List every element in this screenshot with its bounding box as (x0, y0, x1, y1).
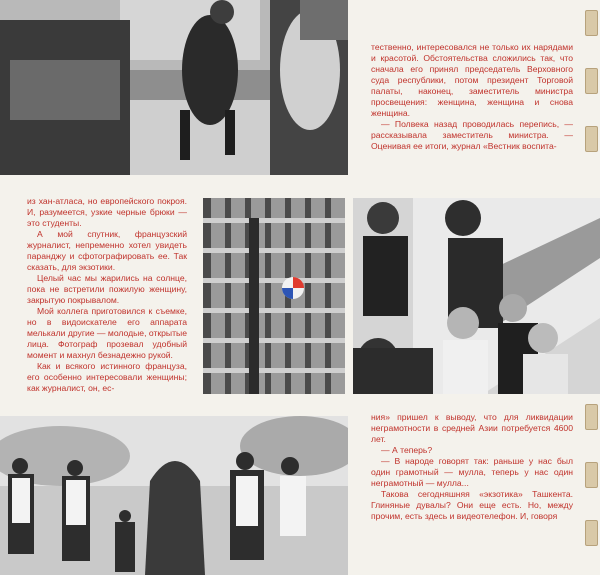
binding-tabs (582, 0, 600, 575)
schoolboys-photo (353, 198, 600, 394)
binding-tab (585, 10, 598, 36)
binding-tab (585, 404, 598, 430)
paragraph: Мой коллега приготовился к съемке, но в видоискателе его аппарата мелькали другие — молодые, открытые лица. Фотограф прозевал удобный момент и махнул безнадежно рукой. (27, 306, 187, 360)
paragraph: — А теперь? (381, 445, 433, 455)
paragraph: Такова сегодняшняя «экзотика» Ташкента. Глиняные дувалы? Они еще есть. Но, между прочим, есть здесь и видеотелефон. И, говоря (371, 489, 573, 521)
paragraph: А мой спутник, французский журналист, непременно хотел увидеть паранджу и сфотографировать ее. Так сказать, для экзотики. (27, 229, 187, 272)
women-walking-photo (0, 416, 348, 575)
binding-tab (585, 68, 598, 94)
paragraph: Как и всякого истинного француза, его особенно интересовали женщины; как журналист, он, ес- (27, 361, 187, 393)
street-scene-photo (0, 0, 348, 175)
article-column-middle-left (27, 196, 187, 394)
paragraph: — В народе говорят так: раньше у нас был один грамотный — мулла, теперь у нас один неграмотный — мулла... (371, 456, 573, 488)
paragraph: из хан-атласа, но европейского покроя. И, разумеется, узкие черные брюки — это студенты. (27, 196, 187, 228)
building-facade-photo (203, 198, 345, 394)
binding-tab (585, 462, 598, 488)
article-column-top-right (371, 42, 573, 152)
paragraph: тественно, интересовался не только их нарядами и красотой. Обстоятельства сложились так, что сначала его принял председатель Верховного суда республики, потом президент Торговой палаты, наконец, заместитель министра просвещения: женщина, женщина и снова женщина. (371, 42, 573, 118)
paragraph: — Полвека назад проводилась перепись, — рассказывала заместитель министра. — Оценивая ее итоги, журнал «Вестник воспита- (371, 119, 573, 151)
article-column-bottom-right (371, 412, 573, 522)
paragraph: Целый час мы жарились на солнце, пока не встретили пожилую женщину, закрытую покрывалом. (27, 273, 187, 305)
paragraph: ния» пришел к выводу, что для ликвидации неграмотности в средней Азии потребуется 4600 лет. (371, 412, 573, 444)
binding-tab (585, 520, 598, 546)
binding-tab (585, 126, 598, 152)
